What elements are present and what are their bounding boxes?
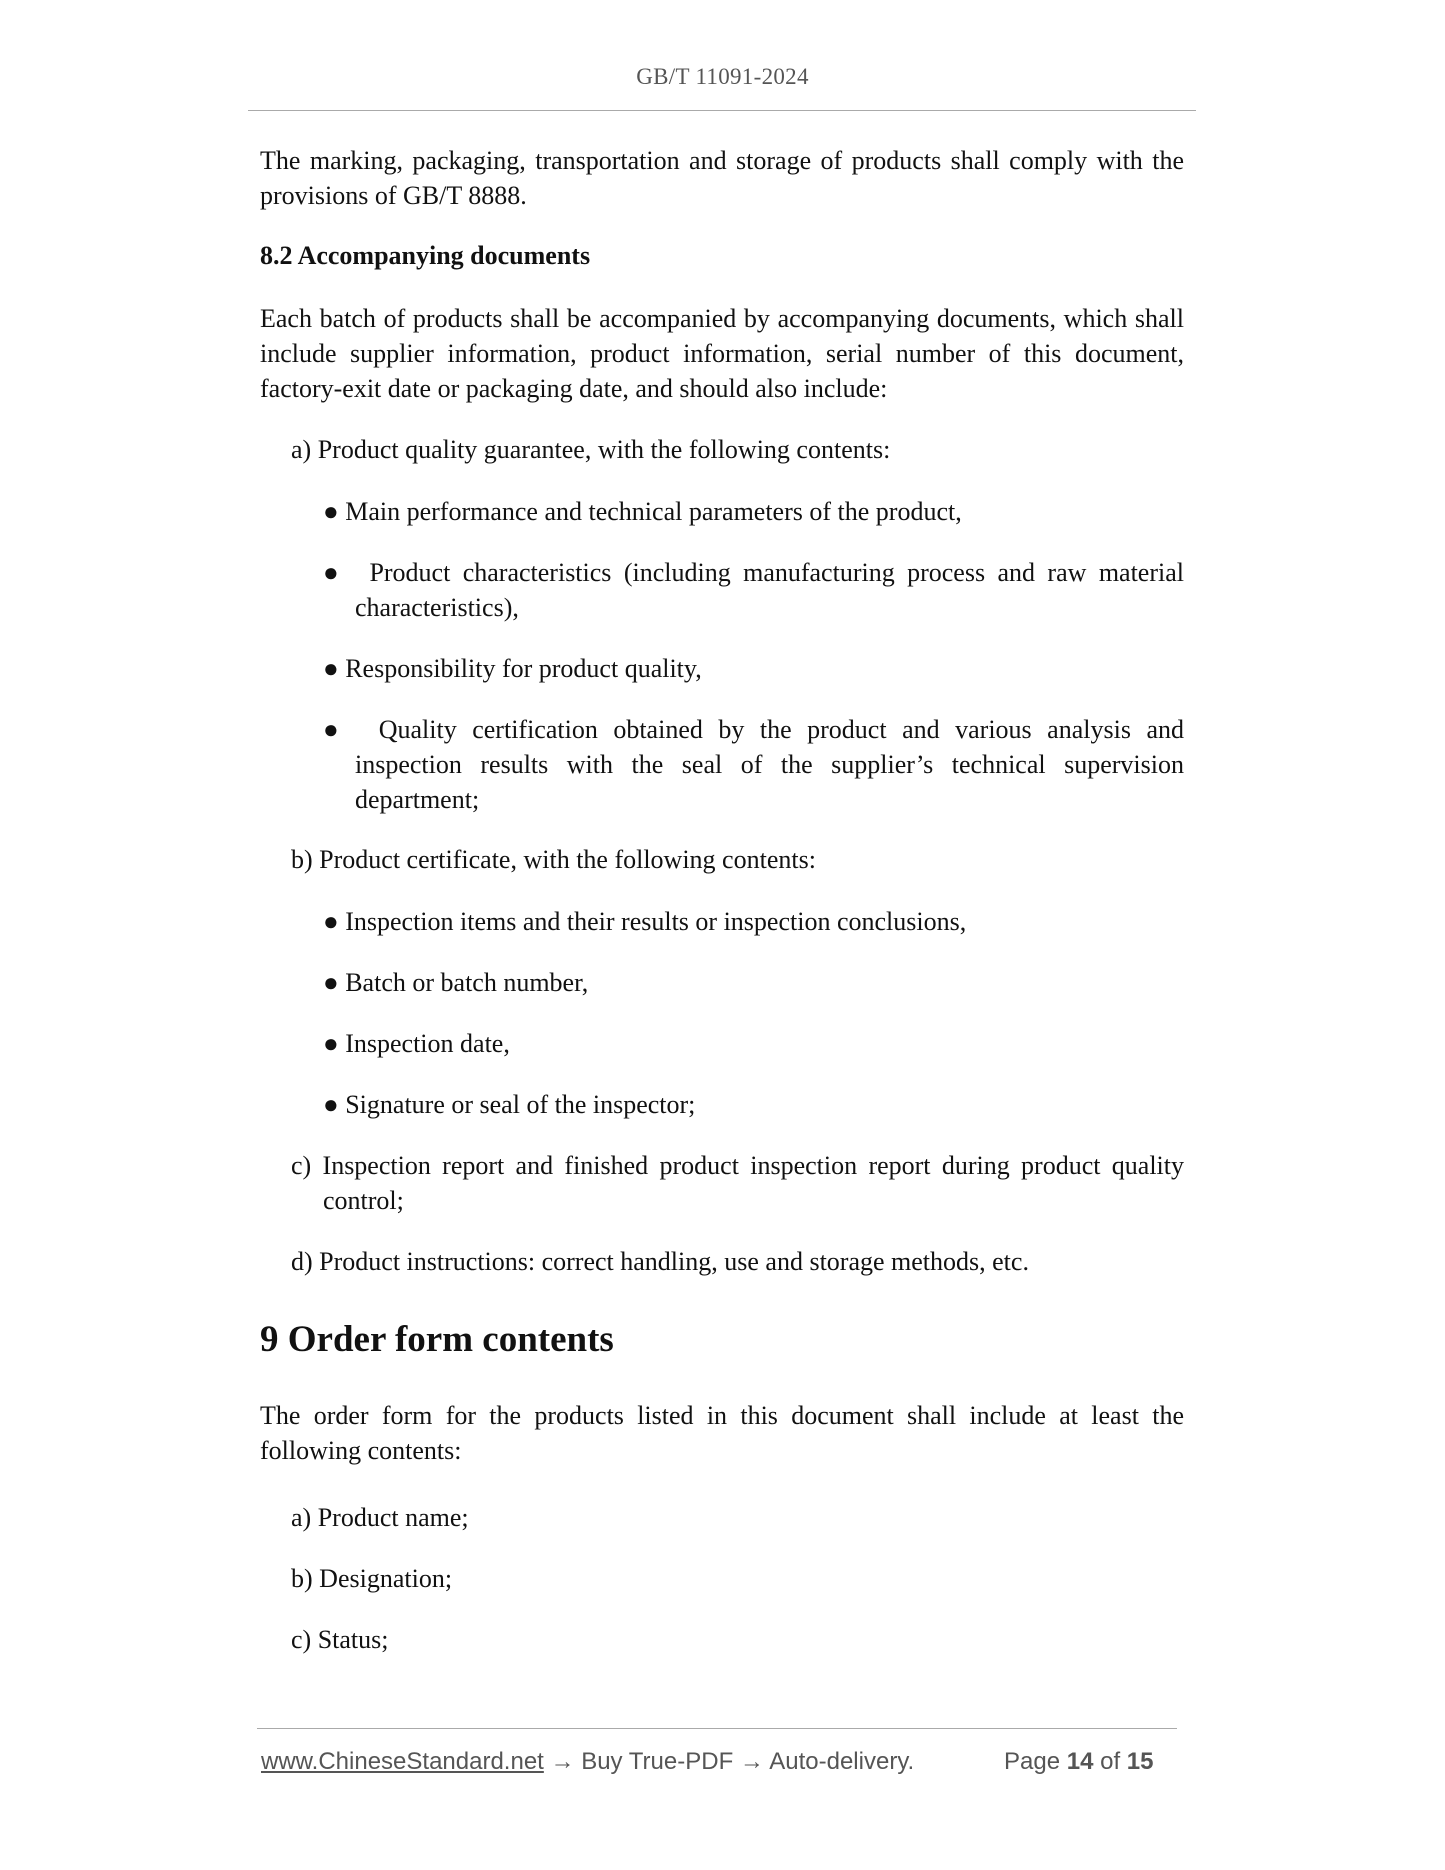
bullet-item xyxy=(323,1087,1184,1122)
footer-divider xyxy=(257,1728,1177,1729)
page-word: Page xyxy=(1004,1748,1061,1775)
bullet-text: Quality certification obtained by the product and various analysis and inspection results with the seal of the supplier’s technical supervision department; xyxy=(355,715,1184,814)
order-item-a xyxy=(291,1500,1184,1535)
header-title: GB/T 11091-2024 xyxy=(636,64,809,89)
footer-promo xyxy=(261,1748,914,1776)
header-divider xyxy=(248,110,1196,111)
intro-paragraph: The marking, packaging, transportation and storage of products shall comply with the provisions of GB/T 8888. xyxy=(260,146,1184,210)
list-item-a xyxy=(291,432,1184,467)
list-text: Product certificate, with the following contents: xyxy=(319,845,816,874)
bullet-icon: ● xyxy=(323,968,339,997)
bullet-item xyxy=(323,712,1184,817)
page-total: 15 xyxy=(1126,1748,1154,1775)
bullet-text: Responsibility for product quality, xyxy=(345,654,702,683)
of-word: of xyxy=(1100,1748,1121,1775)
bullet-item xyxy=(323,555,1184,625)
bullet-text: Main performance and technical parameters of the product, xyxy=(345,497,962,526)
site-link[interactable]: www.ChineseStandard.net xyxy=(261,1748,544,1775)
order-item-b xyxy=(291,1561,1184,1596)
list-item-c xyxy=(291,1148,1184,1218)
list-item-d xyxy=(291,1244,1184,1279)
page-number: 14 xyxy=(1066,1748,1094,1775)
section-8-2-heading: 8.2 Accompanying documents xyxy=(260,241,591,270)
list-marker: a) xyxy=(291,1503,312,1532)
list-marker: d) xyxy=(291,1247,313,1276)
bullet-icon: ● xyxy=(323,558,345,587)
list-text: Product instructions: correct handling, use and storage methods, etc. xyxy=(319,1247,1029,1276)
list-text: Designation; xyxy=(319,1564,453,1593)
list-text: Status; xyxy=(317,1625,389,1654)
list-marker: c) xyxy=(291,1151,312,1180)
arrow-icon: → xyxy=(550,1748,575,1775)
bullet-item xyxy=(323,651,1184,686)
list-text: Inspection report and finished product inspection report during product quality control; xyxy=(322,1151,1185,1215)
list-marker: a) xyxy=(291,435,312,464)
bullet-icon: ● xyxy=(323,907,339,936)
bullet-item xyxy=(323,965,1184,1000)
bullet-icon: ● xyxy=(323,1029,339,1058)
bullet-text: Inspection items and their results or inspection conclusions, xyxy=(345,907,967,936)
bullet-icon: ● xyxy=(323,654,339,683)
section-9-heading: 9 Order form contents xyxy=(260,1319,614,1360)
bullet-text: Inspection date, xyxy=(345,1029,510,1058)
bullet-icon: ● xyxy=(323,1090,339,1119)
delivery-text: Auto-delivery. xyxy=(769,1748,915,1775)
buy-text: Buy True-PDF xyxy=(581,1748,734,1775)
bullet-item xyxy=(323,904,1184,939)
bullet-text: Signature or seal of the inspector; xyxy=(345,1090,696,1119)
list-text: Product name; xyxy=(317,1503,469,1532)
list-item-b xyxy=(291,842,1184,877)
bullet-item xyxy=(323,494,1184,529)
bullet-text: Product characteristics (including manufacturing process and raw material characteristics), xyxy=(355,558,1184,622)
arrow-icon: → xyxy=(739,1748,764,1775)
list-marker: b) xyxy=(291,845,313,874)
bullet-item xyxy=(323,1026,1184,1061)
bullet-icon: ● xyxy=(323,497,339,526)
page-indicator xyxy=(1004,1748,1154,1776)
bullet-icon: ● xyxy=(323,715,348,744)
list-marker: c) xyxy=(291,1625,312,1654)
bullet-text: Batch or batch number, xyxy=(345,968,589,997)
list-marker: b) xyxy=(291,1564,313,1593)
section-8-2-paragraph: Each batch of products shall be accompanied by accompanying documents, which shall include supplier information, product information, serial number of this document, factory-exit date or packaging date, and should also include: xyxy=(260,304,1184,403)
list-text: Product quality guarantee, with the following contents: xyxy=(317,435,891,464)
order-item-c xyxy=(291,1622,1184,1657)
section-9-paragraph: The order form for the products listed in this document shall include at least the following contents: xyxy=(260,1401,1184,1465)
